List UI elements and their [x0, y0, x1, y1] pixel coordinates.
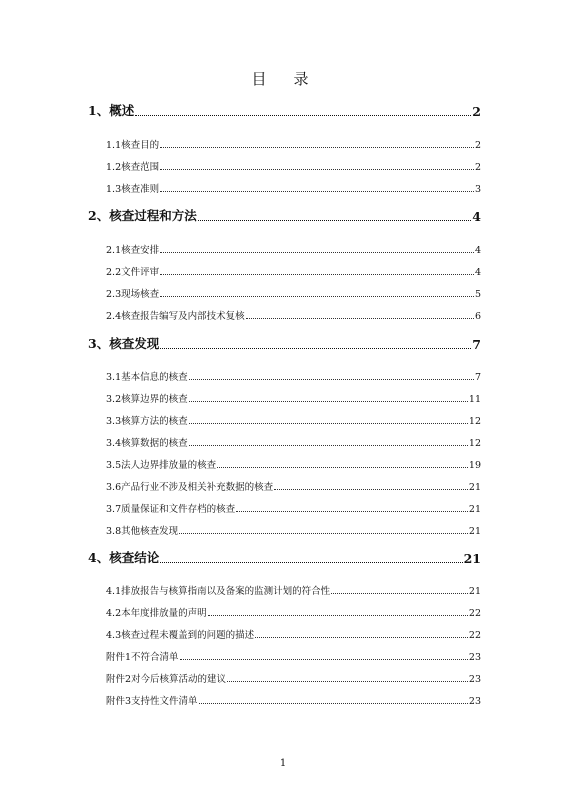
toc-section-entry[interactable]: [0, 240, 566, 256]
page-title: 目 录: [251, 70, 315, 88]
toc-chapter-entry[interactable]: [0, 208, 566, 224]
dot-leader: [198, 220, 472, 221]
dot-leader: [135, 115, 471, 116]
toc-section-entry[interactable]: [0, 581, 566, 597]
toc-entry-label: 3.5法人边界排放量的核查: [106, 460, 217, 471]
dot-leader: [179, 533, 468, 534]
toc-section-entry[interactable]: [0, 455, 566, 471]
dot-leader: [160, 274, 474, 275]
toc-entry-page: 4: [474, 245, 481, 256]
toc-chapter-entry[interactable]: [0, 103, 566, 119]
toc-entry-label: 4.3核查过程未覆盖到的问题的描述: [106, 630, 255, 641]
toc-entry-page: 11: [468, 394, 481, 405]
page-number: 1: [279, 758, 287, 769]
toc-entry-label: 2.3现场核查: [106, 289, 160, 300]
toc-entry-label: 2.2文件评审: [106, 267, 160, 278]
toc-entry-page: 21: [468, 586, 481, 597]
toc-entry-page: 22: [468, 608, 481, 619]
toc-section-entry[interactable]: [0, 262, 566, 278]
toc-entry-label: 2.1核查安排: [106, 245, 160, 256]
toc-entry-label: 1.1核查目的: [106, 140, 160, 151]
toc-entry-label: 2、核查过程和方法: [88, 208, 197, 223]
toc-entry-page: 21: [468, 526, 481, 537]
toc-entry-label: 附件2对今后核算活动的建议: [106, 674, 227, 685]
toc-entry-page: 21: [468, 504, 481, 515]
toc-section-entry[interactable]: [0, 179, 566, 195]
dot-leader: [274, 489, 468, 490]
toc-entry-page: 6: [474, 311, 481, 322]
toc-entry-page: 5: [474, 289, 481, 300]
dot-leader: [227, 681, 468, 682]
toc-section-entry[interactable]: [0, 669, 566, 685]
toc-entry-label: 4.1排放报告与核算指南以及备案的监测计划的符合性: [106, 586, 331, 597]
toc-entry-page: 22: [468, 630, 481, 641]
toc-section-entry[interactable]: [0, 284, 566, 300]
toc-entry-page: 12: [468, 416, 481, 427]
toc-entry-page: 4: [474, 267, 481, 278]
toc-section-entry[interactable]: [0, 477, 566, 493]
toc-entry-page: 2: [472, 104, 481, 119]
toc-section-entry[interactable]: [0, 389, 566, 405]
toc-entry-label: 4、核查结论: [88, 550, 160, 565]
toc-section-entry[interactable]: [0, 647, 566, 663]
toc-chapter-entry[interactable]: [0, 336, 566, 352]
toc-entry-label: 2.4核查报告编写及内部技术复核: [106, 311, 245, 322]
toc-entry-page: 12: [468, 438, 481, 449]
toc-entry-label: 3.6产品行业不涉及相关补充数据的核查: [106, 482, 274, 493]
toc-entry-label: 1、概述: [88, 103, 135, 118]
dot-leader: [160, 296, 474, 297]
dot-leader: [160, 348, 471, 349]
toc-entry-page: 2: [474, 162, 481, 173]
toc-section-entry[interactable]: [0, 603, 566, 619]
dot-leader: [160, 562, 462, 563]
toc-entry-page: 21: [463, 551, 481, 566]
toc-entry-label: 3.7质量保证和文件存档的核查: [106, 504, 236, 515]
toc-entry-page: 3: [474, 184, 481, 195]
toc-section-entry[interactable]: [0, 499, 566, 515]
toc-entry-label: 3.2核算边界的核查: [106, 394, 188, 405]
toc-entry-page: 7: [472, 337, 481, 352]
toc-section-entry[interactable]: [0, 411, 566, 427]
dot-leader: [160, 169, 474, 170]
toc-entry-page: 19: [468, 460, 481, 471]
toc-entry-label: 4.2本年度排放量的声明: [106, 608, 207, 619]
dot-leader: [189, 445, 468, 446]
toc-section-entry[interactable]: [0, 625, 566, 641]
toc-entry-label: 3.1基本信息的核查: [106, 372, 188, 383]
toc-entry-label: 附件1不符合清单: [106, 652, 179, 663]
dot-leader: [189, 423, 468, 424]
toc-entry-label: 1.3核查准则: [106, 184, 160, 195]
dot-leader: [189, 379, 474, 380]
toc-section-entry[interactable]: [0, 691, 566, 707]
toc-entry-page: 4: [472, 209, 481, 224]
toc-entry-page: 7: [474, 372, 481, 383]
toc-section-entry[interactable]: [0, 157, 566, 173]
dot-leader: [255, 637, 468, 638]
dot-leader: [180, 659, 468, 660]
toc-entry-page: 2: [474, 140, 481, 151]
toc-entry-label: 3.4核算数据的核查: [106, 438, 188, 449]
toc-chapter-entry[interactable]: [0, 550, 566, 566]
dot-leader: [246, 318, 474, 319]
dot-leader: [199, 703, 468, 704]
dot-leader: [236, 511, 468, 512]
toc-entry-page: 23: [468, 674, 481, 685]
dot-leader: [217, 467, 468, 468]
dot-leader: [160, 147, 474, 148]
toc-entry-label: 3、核查发现: [88, 336, 160, 351]
toc-entry-label: 附件3支持性文件清单: [106, 696, 198, 707]
toc-entry-page: 23: [468, 696, 481, 707]
toc-entry-page: 23: [468, 652, 481, 663]
toc-section-entry[interactable]: [0, 367, 566, 383]
toc-entry-page: 21: [468, 482, 481, 493]
dot-leader: [331, 593, 468, 594]
toc-entry-label: 3.8其他核查发现: [106, 526, 179, 537]
toc-entry-label: 1.2核查范围: [106, 162, 160, 173]
dot-leader: [160, 191, 474, 192]
toc-section-entry[interactable]: [0, 433, 566, 449]
toc-section-entry[interactable]: [0, 135, 566, 151]
dot-leader: [160, 252, 474, 253]
toc-section-entry[interactable]: [0, 521, 566, 537]
dot-leader: [208, 615, 468, 616]
toc-entry-label: 3.3核算方法的核查: [106, 416, 188, 427]
dot-leader: [189, 401, 468, 402]
toc-section-entry[interactable]: [0, 306, 566, 322]
